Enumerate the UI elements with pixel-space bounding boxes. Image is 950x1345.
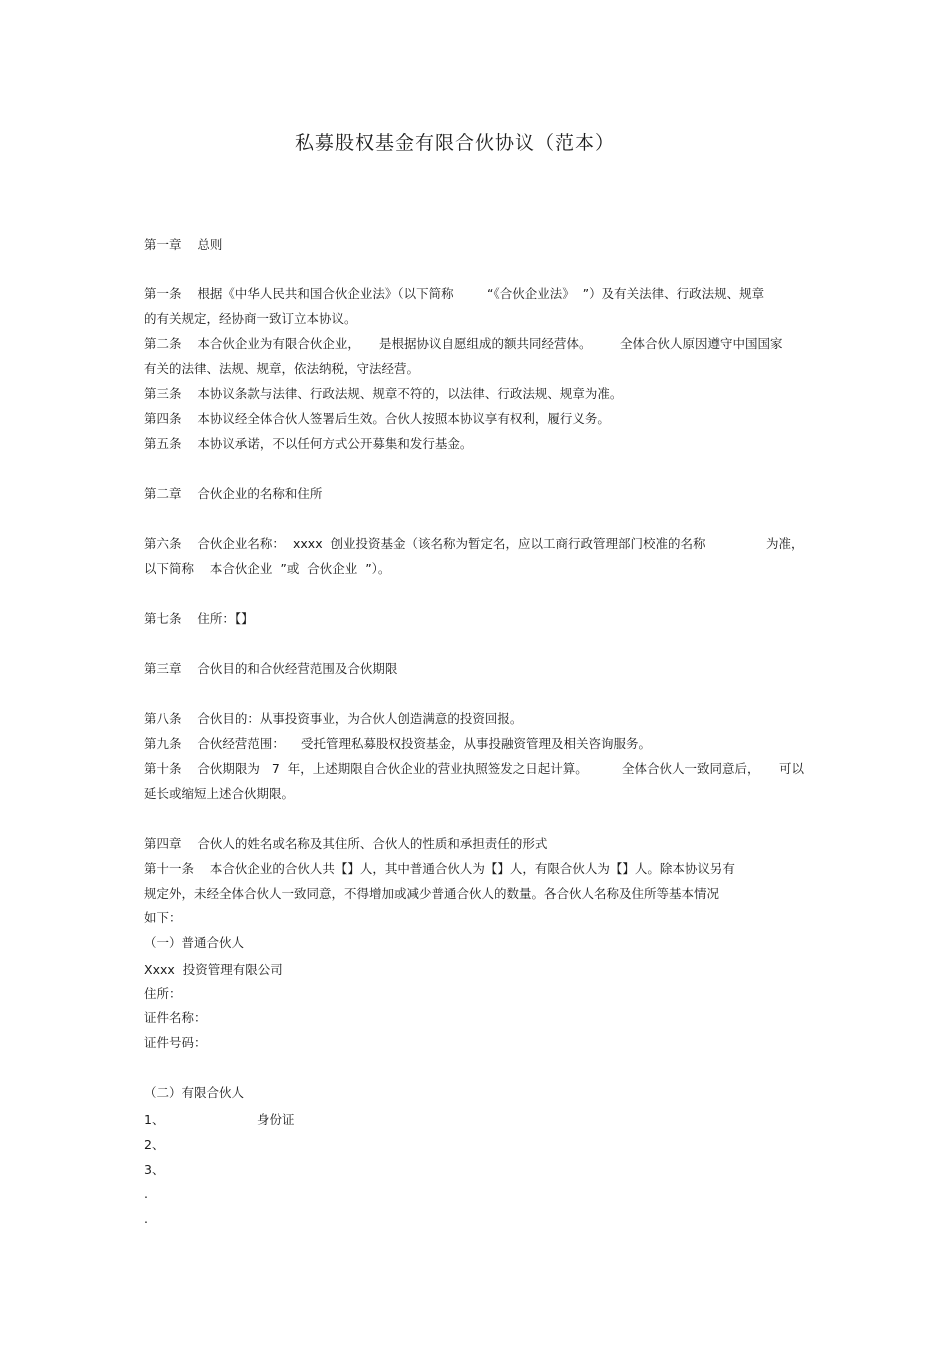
limited-partner-item-2: 2、 [144,1137,165,1152]
article-6-line-1b: xxxx 创业投资基金（该名称为暂定名，应以工商行政管理部门校准的名称 [293,536,706,551]
general-partner-heading: （一）普通合伙人 [144,935,245,950]
article-2-line-1c: 全体合伙人原因遵守中国国家 [620,336,783,351]
general-partner-name: Xxxx 投资管理有限公司 [144,962,283,977]
chapter-4-heading: 第四章 合伙人的姓名或名称及其住所、合伙人的性质和承担责任的形式 [144,836,548,851]
article-9a: 第九条 合伙经营范围： [144,736,285,751]
article-6-line-1a: 第六条 合伙企业名称： [144,536,285,551]
ellipsis-dot-2: . [144,1211,148,1226]
general-partner-address: 住所： [144,986,182,1001]
article-10-line-1a: 第十条 合伙期限为 7 年，上述期限自合伙企业的营业执照签发之日起计算。 [144,761,588,776]
article-5: 第五条 本协议承诺，不以任何方式公开募集和发行基金。 [144,436,473,451]
general-partner-cert-name: 证件名称： [144,1010,207,1025]
article-1-line-1b: “《合伙企业法》 ”）及有关法律、行政法规、规章 [487,286,765,301]
article-3: 第三条 本协议条款与法律、行政法规、规章不符的，以法律、行政法规、规章为准。 [144,386,623,401]
article-1-line-1a: 第一条 根据《中华人民共和国合伙企业法》（以下简称 [144,286,454,301]
article-4: 第四条 本协议经全体合伙人签署后生效。合伙人按照本协议享有权利，履行义务。 [144,411,610,426]
article-11-line-1: 第十一条 本合伙企业的合伙人共【】人，其中普通合伙人为【】人，有限合伙人为【】人。除本协议另有 [144,861,735,876]
limited-partner-item-1: 1、 [144,1112,165,1127]
article-8: 第八条 合伙目的：从事投资事业，为合伙人创造满意的投资回报。 [144,711,523,726]
article-6-line-2: 以下简称 本合伙企业 ”或 合伙企业 ”）。 [144,561,391,576]
article-1-line-2: 的有关规定，经协商一致订立本协议。 [144,311,357,326]
ellipsis-dot-1: . [144,1186,148,1201]
document-title: 私募股权基金有限合伙协议（范本） [294,132,615,154]
article-6-line-1c: 为准， [766,536,804,551]
article-2-line-1b: 是根据协议自愿组成的额共同经营体。 [379,336,592,351]
chapter-2-heading: 第二章 合伙企业的名称和住所 [144,486,323,501]
article-10-line-1c: 可以 [779,761,805,776]
general-partner-cert-no: 证件号码： [144,1035,207,1050]
article-2-line-1a: 第二条 本合伙企业为有限合伙企业， [144,336,360,351]
article-10-line-1b: 全体合伙人一致同意后， [622,761,760,776]
article-7: 第七条 住所：【】 [144,611,254,626]
limited-partner-heading: （二）有限合伙人 [144,1085,245,1100]
article-11-line-2: 规定外，未经全体合伙人一致同意，不得增加或减少普通合伙人的数量。各合伙人名称及住所等基本情况 [144,886,720,901]
chapter-1-heading: 第一章 总则 [144,237,223,252]
chapter-3-heading: 第三章 合伙目的和合伙经营范围及合伙期限 [144,661,398,676]
article-11-line-3: 如下： [144,910,182,925]
article-9b: 受托管理私募股权投资基金，从事投融资管理及相关咨询服务。 [301,736,652,751]
article-10-line-2: 延长或缩短上述合伙期限。 [144,786,295,801]
limited-partner-item-3: 3、 [144,1162,165,1177]
article-2-line-2: 有关的法律、法规、规章，依法纳税，守法经营。 [144,361,420,376]
limited-partner-item-1-id: 身份证 [257,1112,295,1127]
